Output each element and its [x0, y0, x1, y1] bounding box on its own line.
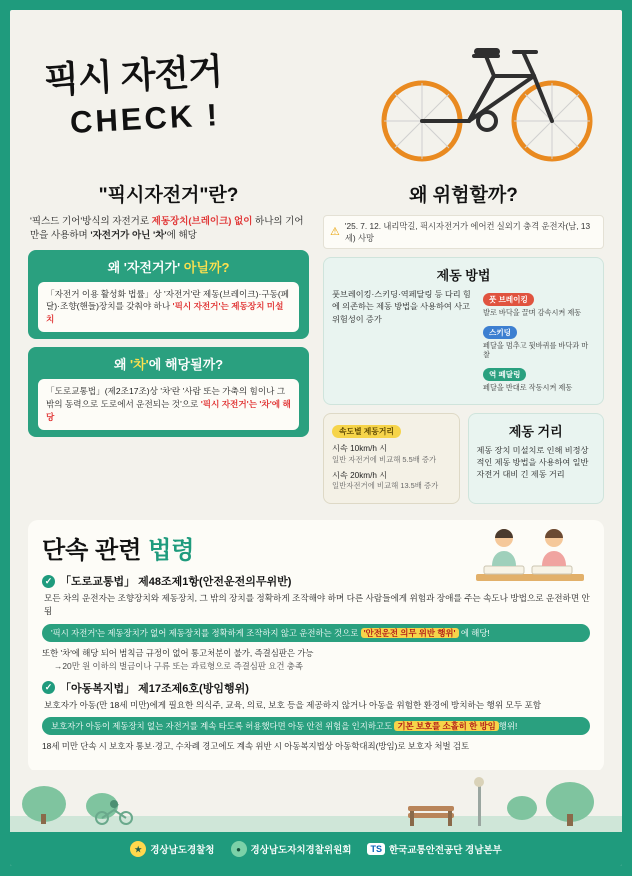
- bicycle-icon: [374, 26, 604, 171]
- why-vehicle-title: [38, 354, 299, 373]
- law-note-highlight: '안전운전 의무 위반 행위': [361, 628, 459, 638]
- law-heading-text: 「도로교통법」 제48조제1항(안전운전의무위반): [60, 576, 292, 589]
- title-block: [43, 48, 223, 140]
- page-title: 픽시 자전거: [43, 50, 223, 101]
- law-item-child-welfare-act: [42, 680, 590, 754]
- why-vehicle-title-b: 에 해당될까?: [148, 357, 224, 373]
- law-title-a: 단속 관련: [42, 537, 149, 565]
- brake-method-item: [483, 322, 595, 360]
- lead-part-1: '픽스드 기어'방식의 자전거로: [30, 216, 152, 227]
- brake-distance-text: 제동 장치 미설치로 인해 비정상적인 제동 방법을 사용하여 일반 자전거 대비 긴 제동 거리: [476, 445, 589, 480]
- law-note-post: 행위!: [498, 721, 518, 732]
- speed-line: [332, 470, 451, 493]
- left-lead-text: [28, 215, 309, 250]
- law-title-b: 법령: [148, 537, 195, 565]
- footer-logo-bar: [10, 832, 622, 866]
- speed-line-main: 시속 20km/h 시: [332, 470, 388, 480]
- footer-logo-committee-label: 경상남도자치경찰위원회: [250, 845, 352, 856]
- why-not-bicycle-title-y: 아닐까?: [183, 259, 230, 275]
- why-vehicle-body-red: '픽시 자전거'는 '차'에 해당: [46, 399, 291, 422]
- brake-method-desc: 발로 바닥을 끌며 감속시켜 제동: [483, 308, 582, 317]
- law-note-pre: 보호자가 아동이 제동장치 없는 자전거를 계속 타도록 허용했다면 아동 안전 위험을 인지하고도: [51, 721, 395, 732]
- speed-line-sub: 일반 자전거에 비교해 5.5배 증가: [332, 454, 437, 464]
- police-emblem-icon: ★: [130, 841, 146, 857]
- lead-bold: '자전거가 아닌 '차': [90, 230, 167, 242]
- speed-line: [332, 443, 451, 466]
- brake-method-row: [332, 289, 595, 397]
- lead-part-3: 에 해당: [166, 230, 197, 242]
- law-sub-text: 18세 미만 단속 시 보호자 통보·경고, 수차례 경고에도 계속 위반 시 아동복지법상 아동학대죄(방임)로 보호자 처벌 검토: [42, 741, 470, 752]
- incident-warning-text: '25. 7. 12. 내리막길, 픽시자전거가 에어컨 실외기 충격 운전자(남, 13세) 사망: [344, 221, 591, 243]
- brake-method-title: 제동 방법: [436, 268, 491, 283]
- brake-method-card: [323, 257, 604, 405]
- why-not-bicycle-body: [38, 282, 299, 333]
- footer-logo-police: [130, 841, 214, 857]
- brake-method-tag: 역 페달링: [483, 368, 526, 381]
- incident-warning: [323, 215, 604, 249]
- poster-header: [10, 10, 622, 180]
- brake-method-tag: 스키딩: [483, 326, 517, 339]
- law-note: [42, 624, 590, 642]
- brake-distance-card: [468, 413, 605, 504]
- why-vehicle-title-y: '차': [130, 357, 149, 373]
- law-paragraph: 보호자가 아동(만 18세 미만)에게 필요한 의식주, 교육, 의료, 보호 등을 제공하지 않거나 아동을 위험한 환경에 방치하는 행위 모두 포함: [44, 699, 542, 710]
- footer-logo-ts-label: 한국교통안전공단 경남본부: [388, 845, 502, 856]
- right-heading: 왜 위험할까?: [409, 185, 518, 206]
- brake-method-desc: 페달을 멈추고 뒷바퀴를 바닥과 마찰: [483, 340, 589, 360]
- law-note-post: 에 해당!: [458, 627, 490, 638]
- law-heading: [42, 680, 590, 696]
- why-vehicle-box: [28, 347, 309, 437]
- law-sub: [42, 647, 590, 673]
- brake-method-pill-list: [483, 289, 595, 397]
- law-note-pre: '픽시 자전거'는 제동장치가 없어 제동장치를 정확하게 조작하지 않고 운전하는 것으로: [51, 627, 361, 638]
- page-subtitle: CHECK !: [69, 97, 221, 140]
- footer-illustration: [10, 770, 622, 832]
- footer-logo-committee: [231, 841, 352, 857]
- lead-highlight-red: 제동장치(브레이크) 없이: [151, 216, 253, 227]
- why-vehicle-body: [38, 379, 299, 430]
- law-paragraph: 모든 차의 운전자는 조향장치와 제동장치, 그 밖의 장치를 정확하게 조작해야 하며 다른 사람들에게 위험과 장애를 주는 속도나 방법으로 운전하면 안됨: [44, 593, 590, 617]
- brake-distance-title: 제동 거리: [508, 423, 563, 439]
- why-not-bicycle-body-text: 「자전거 이용 활성화 법률」상 '자전거'란 제동(브레이크)·구동(페달)·조향(핸들)장치를 갖춰야 하나: [46, 288, 290, 312]
- law-heading-text: 「아동복지법」 제17조제6호(방임행위): [60, 682, 249, 695]
- speed-distance-tag: 속도별 제동거리: [332, 425, 401, 438]
- footer-logo-police-label: 경상남도경찰청: [150, 845, 215, 856]
- brake-method-text: 풋브레이킹·스키딩·역페달링 등 다리 힘에 의존하는 제동 방법을 사용하여 사고 위험성이 증가: [332, 290, 471, 324]
- distance-row: [323, 413, 604, 512]
- law-sub-text: 또한 '차'에 해당 되어 범칙금 규정이 없어 통고처분이 불가, 즉결심판은 가능: [42, 647, 314, 658]
- law-section: [28, 520, 604, 772]
- why-vehicle-body-text: 「도로교통법」(제2조17조)상 '차'란 '사람 또는 가축의 힘이나 그 밖의 동력으로 도로에서 운전되는 것'으로: [46, 386, 286, 410]
- why-not-bicycle-box: [28, 250, 309, 340]
- right-column: [323, 180, 604, 512]
- law-sub-arrow: →20만 원 이하의 벌금이나 구류 또는 과료형으로 즉결심판 요건 충족: [54, 660, 303, 671]
- two-column-section: [10, 180, 622, 512]
- left-column: [28, 180, 309, 512]
- committee-emblem-icon: ●: [231, 841, 247, 857]
- brake-method-item: [483, 364, 595, 393]
- poster-inner: [10, 10, 622, 866]
- why-not-bicycle-title-a: 왜 '자전거가': [107, 259, 184, 275]
- law-note-highlight: 기본 보호를 소홀히 한 방임: [394, 721, 498, 731]
- brake-method-item: [483, 289, 595, 318]
- left-heading: "픽시자전거"란?: [98, 185, 239, 206]
- students-illustration-icon: [470, 522, 590, 595]
- brake-method-desc: 페달을 반대로 작동시켜 제동: [483, 383, 573, 393]
- why-not-bicycle-body-red: '픽시 자전거'는 제동장치 미설치: [46, 301, 284, 325]
- why-vehicle-title-a: 왜: [113, 357, 131, 373]
- footer-logo-ts: [367, 842, 501, 856]
- why-not-bicycle-title: [38, 257, 299, 276]
- law-note: [42, 717, 590, 735]
- ts-logo-icon: TS: [367, 843, 385, 855]
- brake-method-tag: 풋 브레이킹: [483, 293, 534, 306]
- check-circle-icon: ✓: [42, 575, 55, 588]
- speed-line-main: 시속 10km/h 시: [332, 443, 388, 453]
- speed-distance-card: [323, 413, 460, 504]
- speed-line-sub: 일반자전거에 비교해 13.5배 증가: [332, 481, 439, 491]
- warning-triangle-icon: ⚠: [330, 225, 340, 238]
- check-circle-icon: ✓: [42, 681, 55, 694]
- law-sub: [42, 740, 590, 753]
- lead-part-2: 하나의 기어만을 사용하며: [30, 216, 304, 242]
